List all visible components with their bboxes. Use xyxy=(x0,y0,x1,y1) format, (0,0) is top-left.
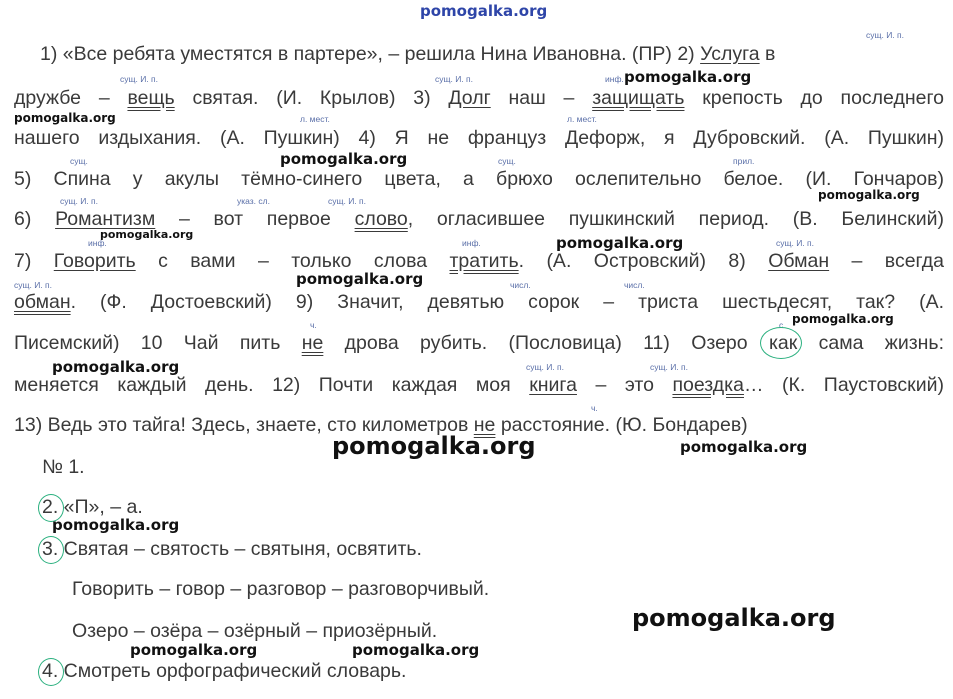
watermark: pomogalka.org xyxy=(352,641,480,659)
text-line-4: 5) Спина у акулы тёмно-синего цвета, а брюхо ослепительно белое. (И. Гончаров) xyxy=(14,168,944,190)
circle-mark xyxy=(760,327,802,359)
annotation: сущ. И. п. xyxy=(650,362,689,372)
circle-mark xyxy=(38,658,64,686)
watermark: pomogalka.org xyxy=(14,111,116,125)
annotation: л. мест. xyxy=(567,114,597,124)
text-line-6: 7) Говорить с вами – только слова тратить. (А. Островский) 8) Обман – всегда xyxy=(14,250,944,272)
annotation: сущ. И. п. xyxy=(526,362,565,372)
task-heading: № 1. xyxy=(42,456,85,478)
task-3-line-2: Говорить – говор – разговор – разговорчивый. xyxy=(72,578,490,600)
annotation: ч. xyxy=(310,320,317,330)
circle-mark xyxy=(38,536,64,564)
text-line-5: 6) Романтизм – вот первое слово, огласившее пушкинский период. (В. Белинский) xyxy=(14,208,944,230)
top-watermark: pomogalka.org xyxy=(420,2,548,20)
annotation: сущ. И. п. xyxy=(120,74,159,84)
annotation: с xyxy=(779,320,784,330)
watermark: pomogalka.org xyxy=(680,438,808,456)
annotation: прил. xyxy=(733,156,755,166)
annotation: л. мест. xyxy=(300,114,330,124)
annotation: указ. сл. xyxy=(237,196,270,206)
annotation: сущ. И. п. xyxy=(328,196,367,206)
watermark: pomogalka.org xyxy=(624,68,752,86)
watermark: pomogalka.org xyxy=(100,228,194,241)
annotation: сущ. xyxy=(498,156,516,166)
text-line-1: 1) «Все ребята уместятся в партере», – решила Нина Ивановна. (ПР) 2) Услуга в xyxy=(40,43,776,65)
watermark: pomogalka.org xyxy=(792,312,894,326)
text-line-8: Писемский) 10 Чай пить не дрова рубить. (Пословица) 11) Озеро как сама жизнь: xyxy=(14,332,945,354)
annotation: сущ. И. п. xyxy=(776,238,815,248)
annotation: сущ. И. п. xyxy=(435,74,474,84)
annotation: инф. xyxy=(605,74,624,84)
task-2: 2. «П», – а. xyxy=(42,496,143,518)
annotation: сущ. xyxy=(70,156,88,166)
watermark: pomogalka.org xyxy=(818,188,920,202)
watermark: pomogalka.org xyxy=(130,641,258,659)
annotation: сущ. И. п. xyxy=(866,30,905,40)
text-line-2: дружбе – вещь святая. (И. Крылов) 3) Долг наш – защищать крепость до последнего xyxy=(14,87,944,109)
annotation: числ. xyxy=(624,280,645,290)
text-line-7: обман. (Ф. Достоевский) 9) Значит, девятью сорок – триста шестьдесят, так? (А. xyxy=(14,291,944,313)
annotation: ч. xyxy=(591,403,598,413)
watermark: pomogalka.org xyxy=(280,150,408,168)
watermark: pomogalka.org xyxy=(52,516,180,534)
task-3: 3. Святая – святость – святыня, освятить. xyxy=(42,538,422,560)
annotation: инф. xyxy=(88,238,107,248)
watermark: pomogalka.org xyxy=(632,604,836,632)
annotation: сущ. И. п. xyxy=(14,280,53,290)
text-line-3: нашего издыхания. (А. Пушкин) 4) Я не француз Дефорж, я Дубровский. (А. Пушкин) xyxy=(14,127,944,149)
text-line-9: меняется каждый день. 12) Почти каждая моя книга – это поездка… (К. Паустовский) xyxy=(14,374,944,396)
watermark: pomogalka.org xyxy=(52,358,180,376)
task-4: 4. Смотреть орфографический словарь. xyxy=(42,660,407,682)
text-line-10: 13) Ведь это тайга! Здесь, знаете, сто километров не расстояние. (Ю. Бондарев) xyxy=(14,414,748,436)
annotation: инф. xyxy=(462,238,481,248)
watermark: pomogalka.org xyxy=(332,432,536,460)
annotation: сущ. И. п. xyxy=(60,196,99,206)
annotation: числ. xyxy=(510,280,531,290)
watermark: pomogalka.org xyxy=(296,270,424,288)
task-3-line-3: Озеро – озёра – озёрный – приозёрный. xyxy=(72,620,438,642)
watermark: pomogalka.org xyxy=(556,234,684,252)
